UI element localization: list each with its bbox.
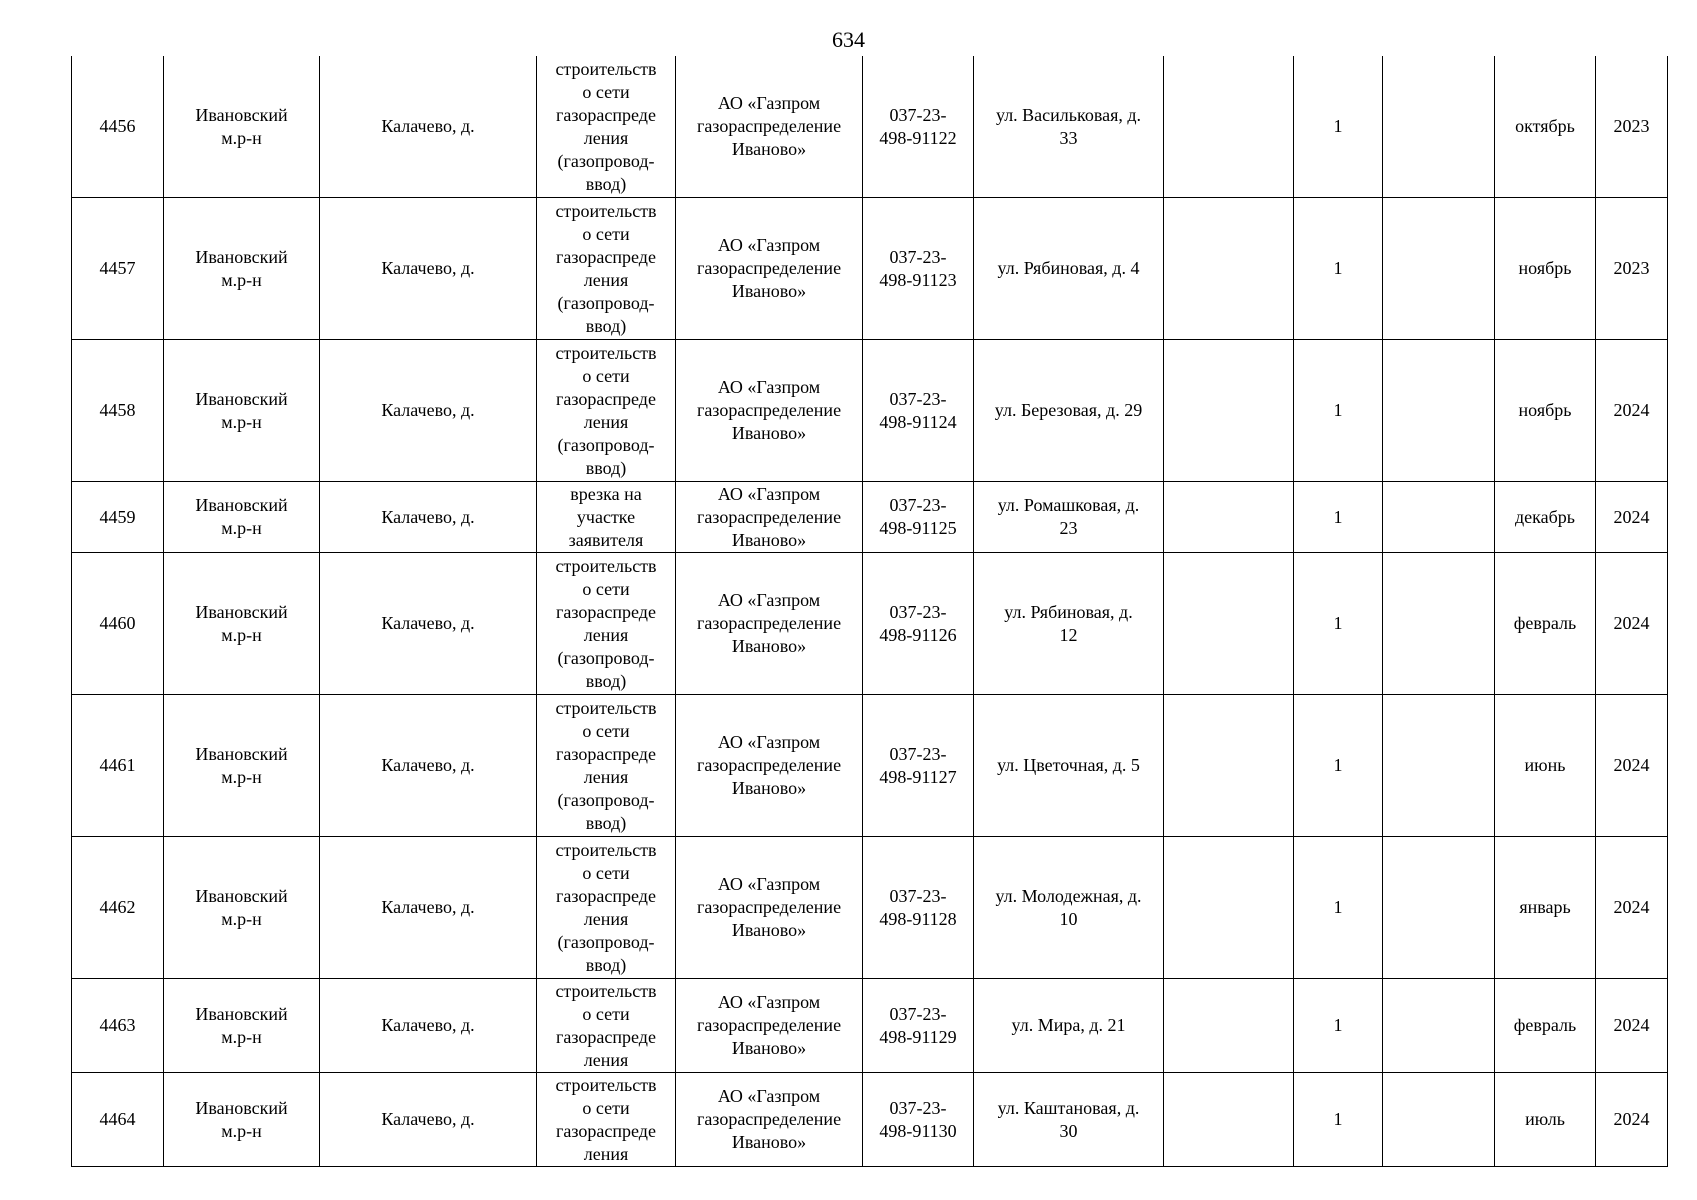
table-row — [72, 340, 1668, 482]
district-cell: Ивановский м.р-н — [164, 695, 320, 837]
year-cell: 2023 — [1596, 198, 1668, 340]
district-cell: Ивановский м.р-н — [164, 198, 320, 340]
year-cell: 2024 — [1596, 340, 1668, 482]
empty-cell — [1164, 340, 1294, 482]
organization-cell: АО «Газпром газораспределение Иваново» — [676, 695, 863, 837]
organization-cell: АО «Газпром газораспределение Иваново» — [676, 56, 863, 198]
year-cell: 2024 — [1596, 482, 1668, 553]
work-type-cell: строительств о сети газораспреде ления (газопровод- ввод) — [537, 198, 676, 340]
empty-cell — [1164, 482, 1294, 553]
year-cell: 2024 — [1596, 979, 1668, 1073]
address-cell: ул. Рябиновая, д. 12 — [974, 553, 1164, 695]
district-cell: Ивановский м.р-н — [164, 56, 320, 198]
empty-cell — [1383, 553, 1495, 695]
gas-connection-table — [71, 56, 1668, 1167]
year-cell: 2024 — [1596, 695, 1668, 837]
row-number-cell: 4460 — [72, 553, 164, 695]
quantity-cell: 1 — [1294, 695, 1383, 837]
work-type-cell: строительств о сети газораспреде ления (газопровод- ввод) — [537, 553, 676, 695]
empty-cell — [1164, 979, 1294, 1073]
organization-cell: АО «Газпром газораспределение Иваново» — [676, 837, 863, 979]
month-cell: декабрь — [1495, 482, 1596, 553]
quantity-cell: 1 — [1294, 553, 1383, 695]
table-row — [72, 1073, 1668, 1167]
locality-cell: Калачево, д. — [320, 979, 537, 1073]
row-number-cell: 4463 — [72, 979, 164, 1073]
district-cell: Ивановский м.р-н — [164, 340, 320, 482]
year-cell: 2024 — [1596, 837, 1668, 979]
work-type-cell: врезка на участке заявителя — [537, 482, 676, 553]
table-row — [72, 695, 1668, 837]
row-number-cell: 4464 — [72, 1073, 164, 1167]
year-cell: 2024 — [1596, 1073, 1668, 1167]
work-type-cell: строительств о сети газораспреде ления (газопровод- ввод) — [537, 837, 676, 979]
address-cell: ул. Каштановая, д. 30 — [974, 1073, 1164, 1167]
application-code-cell: 037-23- 498-91125 — [863, 482, 974, 553]
organization-cell: АО «Газпром газораспределение Иваново» — [676, 198, 863, 340]
empty-cell — [1164, 1073, 1294, 1167]
application-code-cell: 037-23- 498-91122 — [863, 56, 974, 198]
locality-cell: Калачево, д. — [320, 198, 537, 340]
address-cell: ул. Цветочная, д. 5 — [974, 695, 1164, 837]
quantity-cell: 1 — [1294, 198, 1383, 340]
empty-cell — [1164, 56, 1294, 198]
address-cell: ул. Березовая, д. 29 — [974, 340, 1164, 482]
organization-cell: АО «Газпром газораспределение Иваново» — [676, 1073, 863, 1167]
locality-cell: Калачево, д. — [320, 695, 537, 837]
address-cell: ул. Мира, д. 21 — [974, 979, 1164, 1073]
address-cell: ул. Рябиновая, д. 4 — [974, 198, 1164, 340]
empty-cell — [1164, 695, 1294, 837]
quantity-cell: 1 — [1294, 979, 1383, 1073]
empty-cell — [1164, 837, 1294, 979]
work-type-cell: строительств о сети газораспреде ления — [537, 1073, 676, 1167]
address-cell: ул. Молодежная, д. 10 — [974, 837, 1164, 979]
month-cell: июнь — [1495, 695, 1596, 837]
page-number: 634 — [832, 27, 865, 52]
application-code-cell: 037-23- 498-91130 — [863, 1073, 974, 1167]
table-row — [72, 979, 1668, 1073]
district-cell: Ивановский м.р-н — [164, 837, 320, 979]
locality-cell: Калачево, д. — [320, 553, 537, 695]
application-code-cell: 037-23- 498-91126 — [863, 553, 974, 695]
application-code-cell: 037-23- 498-91129 — [863, 979, 974, 1073]
address-cell: ул. Ромашковая, д. 23 — [974, 482, 1164, 553]
month-cell: июль — [1495, 1073, 1596, 1167]
quantity-cell: 1 — [1294, 56, 1383, 198]
work-type-cell: строительств о сети газораспреде ления (газопровод- ввод) — [537, 695, 676, 837]
locality-cell: Калачево, д. — [320, 837, 537, 979]
month-cell: февраль — [1495, 979, 1596, 1073]
month-cell: октябрь — [1495, 56, 1596, 198]
locality-cell: Калачево, д. — [320, 482, 537, 553]
month-cell: ноябрь — [1495, 340, 1596, 482]
quantity-cell: 1 — [1294, 837, 1383, 979]
row-number-cell: 4458 — [72, 340, 164, 482]
quantity-cell: 1 — [1294, 340, 1383, 482]
row-number-cell: 4457 — [72, 198, 164, 340]
quantity-cell: 1 — [1294, 482, 1383, 553]
empty-cell — [1164, 553, 1294, 695]
table-row — [72, 553, 1668, 695]
application-code-cell: 037-23- 498-91124 — [863, 340, 974, 482]
row-number-cell: 4456 — [72, 56, 164, 198]
empty-cell — [1383, 340, 1495, 482]
empty-cell — [1383, 56, 1495, 198]
table-row — [72, 56, 1668, 198]
district-cell: Ивановский м.р-н — [164, 482, 320, 553]
locality-cell: Калачево, д. — [320, 1073, 537, 1167]
quantity-cell: 1 — [1294, 1073, 1383, 1167]
application-code-cell: 037-23- 498-91123 — [863, 198, 974, 340]
address-cell: ул. Васильковая, д. 33 — [974, 56, 1164, 198]
year-cell: 2023 — [1596, 56, 1668, 198]
locality-cell: Калачево, д. — [320, 340, 537, 482]
district-cell: Ивановский м.р-н — [164, 553, 320, 695]
work-type-cell: строительств о сети газораспреде ления — [537, 979, 676, 1073]
organization-cell: АО «Газпром газораспределение Иваново» — [676, 979, 863, 1073]
row-number-cell: 4461 — [72, 695, 164, 837]
empty-cell — [1383, 695, 1495, 837]
year-cell: 2024 — [1596, 553, 1668, 695]
table-row — [72, 198, 1668, 340]
locality-cell: Калачево, д. — [320, 56, 537, 198]
empty-cell — [1383, 198, 1495, 340]
district-cell: Ивановский м.р-н — [164, 1073, 320, 1167]
organization-cell: АО «Газпром газораспределение Иваново» — [676, 553, 863, 695]
empty-cell — [1383, 1073, 1495, 1167]
row-number-cell: 4462 — [72, 837, 164, 979]
empty-cell — [1164, 198, 1294, 340]
empty-cell — [1383, 979, 1495, 1073]
table-row — [72, 837, 1668, 979]
application-code-cell: 037-23- 498-91127 — [863, 695, 974, 837]
empty-cell — [1383, 482, 1495, 553]
work-type-cell: строительств о сети газораспреде ления (газопровод- ввод) — [537, 340, 676, 482]
application-code-cell: 037-23- 498-91128 — [863, 837, 974, 979]
table-row — [72, 482, 1668, 553]
row-number-cell: 4459 — [72, 482, 164, 553]
month-cell: февраль — [1495, 553, 1596, 695]
organization-cell: АО «Газпром газораспределение Иваново» — [676, 340, 863, 482]
district-cell: Ивановский м.р-н — [164, 979, 320, 1073]
empty-cell — [1383, 837, 1495, 979]
month-cell: январь — [1495, 837, 1596, 979]
organization-cell: АО «Газпром газораспределение Иваново» — [676, 482, 863, 553]
month-cell: ноябрь — [1495, 198, 1596, 340]
work-type-cell: строительств о сети газораспреде ления (газопровод- ввод) — [537, 56, 676, 198]
